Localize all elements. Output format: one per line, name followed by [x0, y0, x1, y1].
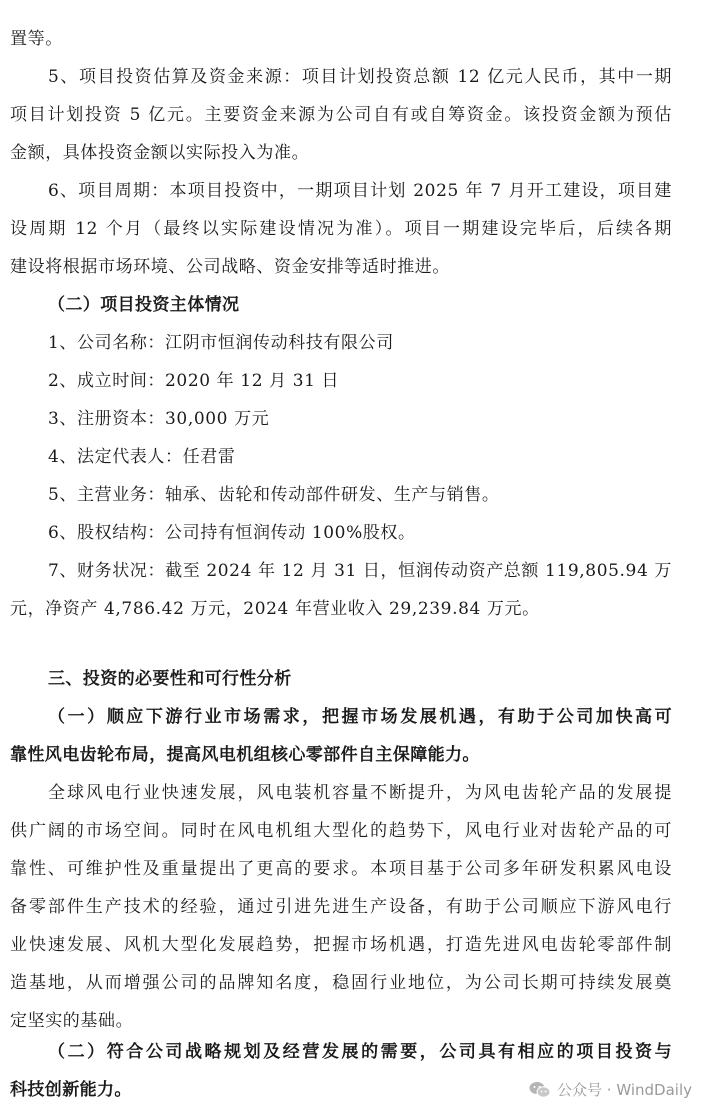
chapter-heading: 三、投资的必要性和可行性分析 [48, 669, 292, 689]
established-date-line: 2、成立时间：2020 年 12 月 31 日 [48, 371, 340, 391]
paragraph-line: 金额，具体投资金额以实际投入为准。 [10, 143, 310, 163]
registered-capital-line: 3、注册资本：30,000 万元 [48, 409, 270, 429]
paragraph-line: 业快速发展、风机大型化发展趋势，把握市场机遇，打造先进风电齿轮零部件制 [10, 935, 672, 955]
section-heading: （二）项目投资主体情况 [48, 295, 240, 315]
investment-estimate-line: 5、项目投资估算及资金来源：项目计划投资总额 12 亿元人民币，其中一期 [48, 67, 672, 87]
paragraph-line: 置等。 [10, 29, 63, 49]
paragraph-line: 造基地，从而增强公司的品牌知名度，稳固行业地位，为公司长期可持续发展奠 [10, 973, 672, 993]
paragraph-line: 全球风电行业快速发展，风电装机容量不断提升，为风电齿轮产品的发展提 [48, 783, 672, 803]
subsection-heading-cont: 靠性风电齿轮布局，提高风电机组核心零部件自主保障能力。 [10, 745, 480, 765]
paragraph-line: 供广阔的市场空间。同时在风电机组大型化的趋势下，风电行业对齿轮产品的可 [10, 821, 672, 841]
main-business-line: 5、主营业务：轴承、齿轮和传动部件研发、生产与销售。 [48, 485, 500, 505]
subsection-heading: （一）顺应下游行业市场需求，把握市场发展机遇，有助于公司加快高可 [48, 707, 672, 727]
subsection-heading: （二）符合公司战略规划及经营发展的需要，公司具有相应的项目投资与 [48, 1042, 672, 1062]
paragraph-line: 备零部件生产技术的经验，通过引进先进生产设备，有助于公司顺应下游风电行 [10, 897, 672, 917]
watermark [529, 1079, 692, 1100]
paragraph-line: 靠性、可维护性及重量提出了更高的要求。本项目基于公司多年研发积累风电设 [10, 859, 672, 879]
financial-status-line: 7、财务状况：截至 2024 年 12 月 31 日，恒润传动资产总额 119,805.94 万 [48, 561, 672, 581]
wechat-icon [529, 1081, 551, 1099]
subsection-heading-cont: 科技创新能力。 [10, 1080, 132, 1100]
paragraph-line: 设周期 12 个月（最终以实际建设情况为准）。项目一期建设完毕后，后续各期 [10, 219, 672, 239]
watermark-text: 公众号 · WindDaily [557, 1081, 692, 1099]
paragraph-line: 元，净资产 4,786.42 万元，2024 年营业收入 29,239.84 万元。 [10, 599, 540, 619]
project-period-line: 6、项目周期：本项目投资中，一期项目计划 2025 年 7 月开工建设，项目建 [48, 181, 672, 201]
paragraph-line: 项目计划投资 5 亿元。主要资金来源为公司自有或自筹资金。该投资金额为预估 [10, 105, 672, 125]
legal-representative-line: 4、法定代表人：任君雷 [48, 447, 236, 467]
paragraph-line: 定坚实的基础。 [10, 1011, 134, 1031]
company-name-line: 1、公司名称：江阴市恒润传动科技有限公司 [48, 333, 394, 353]
equity-structure-line: 6、股权结构：公司持有恒润传动 100%股权。 [48, 523, 416, 543]
paragraph-line: 建设将根据市场环境、公司战略、资金安排等适时推进。 [10, 257, 450, 277]
